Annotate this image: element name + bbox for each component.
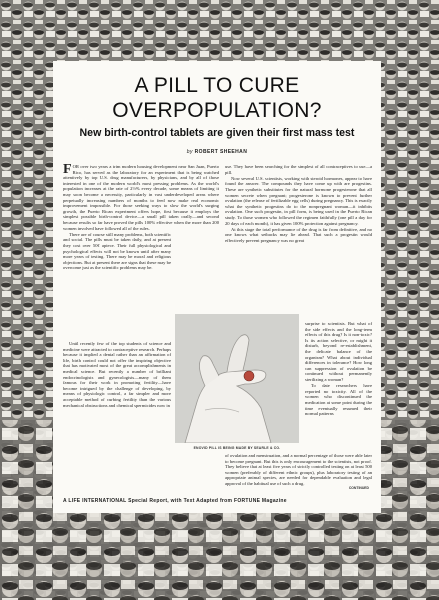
headline-line-2: OVERPOPULATION? [112,99,322,122]
paragraph: surprise to scientists. But what of the side effects and the long-term effects of this drug? Is it non-toxic? Is its action selective, or might it disturb, beyond re-establishment, the delicate balance of the organism? What about individual differences in tolerance? How long can suppression of ovulation be continued without permanently sterilizing a woman? [305,321,372,382]
article-panel [53,61,381,513]
photo-caption: ENOVID PILL IS BEING MADE BY SEARLE & CO. [193,446,281,450]
paragraph: There are of course still many problems, both scientific and social. The pills must be taken daily, and at present they cost over 50¢ apiece. Their full physiological and psychological effects will not be known until after many more years of testing. There may be moral and religious objections. But at present there are signs that these may be overcome just as the scientific problems may be. [63,231,171,271]
paragraph: use. They have been searching for the simplest of all contraceptives to use—a pill. [225,164,372,175]
article-column-1-bottom [63,341,171,409]
continued-label: CONTINUED [348,486,369,490]
footer-credit: A LIFE INTERNATIONAL Special Report, with Text Adapted from FORTUNE Magazine [63,498,287,504]
pill-photo [175,314,299,443]
headline-line-1: A PILL TO CURE [134,74,300,97]
subheadline: New birth-control tablets are given their first mass test [79,127,355,139]
paragraph: Now several U.S. scientists, working with steroid hormones, appear to have found the answer. The compounds they have come up with are progestins. These are synthetic substitutes for the natural hormone progesterone that all women secrete when pregnant; progesterone is known to prevent further ovulation (the release of fertilizable egg cells) during pregnancy. This is exactly what the synthetic progestins do to the nonpregnant woman—it inhibits ovulation. One such progestin, in pill form, is being used in the Puerto Rican study. To those women who followed the regimen faithfully (one pill a day for 20 days of each month), it has given 100% protection against pregnancy. [225,175,372,226]
paragraph: of ovulation and menstruation, and a normal percentage of those were able later to become pregnant. But this is only encouragement to the scientists, not proof. They believe that at least five years of strictly controlled testing on at least 500 women (preferably of different ethnic groups), plus laboratory testing of an appropriate animal species, are needed for dependable evaluation and legal approval of the habitual use of such a drug. [225,453,372,486]
paragraph: To date researchers have reported no toxicity. All of the women who discontinued the medication at some point during the time eventually resumed their normal patterns [305,383,372,417]
article-column-right-of-photo [305,321,372,417]
drop-cap: F [63,162,72,177]
headline [53,73,381,123]
byline-author: ROBERT SHEEHAN [194,149,248,155]
paragraph: Until recently few of the top students of science and medicine were attracted to contraceptive research. Perhaps because it implied a denial rather than an affirmation of life, birth control could not offer the inspiring objective that has motivated most of the great accomplishments in medical science. But recently a number of brilliant endocrinologists and gynecologists—many of them famous for their work in promoting fertility—have become intrigued by the challenge of developing, by means of physiologic control, a far simpler and more acceptable method of curbing fertility than the various mechanical obstructions and chemical spermicides now in [63,341,171,408]
byline [53,149,381,155]
paragraph: At this stage the total performance of the drug is far from definitive, and no one knows what setbacks may lie ahead. That such a progestin would effectively prevent pregnancy was no great [225,226,372,243]
byline-prefix: by [186,149,193,155]
paragraph: OR over two years a trim modern housing development near San Juan, Puerto Rico, has served as the laboratory for an experiment that is being watched attentively by top U.S. drug manufacturers, by physicians, and by all of those interested in one of the modern world's most pressing problems. As the world's population increases at the rate of 2½% every decade, some means of limiting it may soon become a necessity, particularly in vast underdeveloped areas where perpetually increasing numbers of months to feed now make real economic improvement impossible. For those seeking ways to slow the world's surging growth, the Puerto Rican experiment offers hope, first because it employs the simplest possible birth-control device—a small pill taken orally—and second because results so far have proved the pills 100% effective when the more than 200 women involved have followed all of the rules. [63,164,219,231]
article-column-1-top [63,164,219,271]
article-column-2-top [225,164,372,244]
article-column-2-bottom [225,453,372,487]
